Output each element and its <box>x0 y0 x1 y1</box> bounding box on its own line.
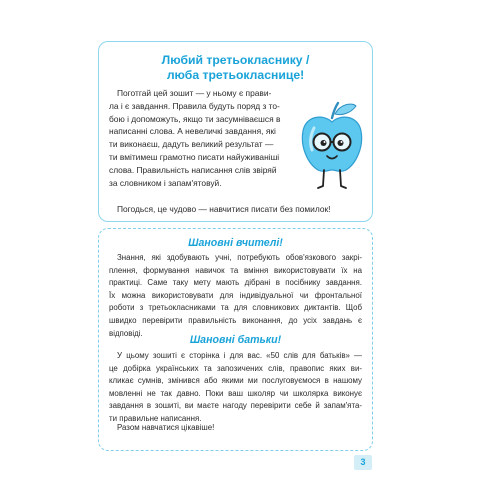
intro-closing: Погодься, це чудово — навчитися писати без помилок! <box>117 204 331 214</box>
teachers-line: швидко перевірити правильність виконання, до усіх завдань є <box>109 315 362 325</box>
teachers-line: Знання, які здобувають учні, потребують обов'язкового закрі- <box>117 253 362 262</box>
parents-line: кликає сумнів, змінився або якими ми послуговуємося в нашому <box>109 376 362 386</box>
parents-line: У цьому зошиті є сторінка і для вас. «50 слів для батьків» — <box>117 351 362 360</box>
parents-line: це добірка українських та запозичених слів, правопис яких ви- <box>109 363 362 373</box>
parents-heading: Шановні батьки! <box>189 334 282 346</box>
intro-line: ти виконаєш, дадуть великий результат — <box>109 139 274 150</box>
teachers-line: Їх можна використовувати для індивідуальної чи фронтальної <box>109 290 362 300</box>
parents-text <box>109 350 362 426</box>
intro-line: бою і допоможуть, якщо ти засумніваєшся в <box>109 113 281 124</box>
intro-title-line-2: люба третьокласнице! <box>166 68 305 82</box>
teachers-line: роботи з третьокласниками та для словникових диктантів. Щоб <box>109 303 362 313</box>
intro-line: написанні слова. А невеличкі завдання, які <box>109 126 276 137</box>
parents-line: завдання в зошиті, ви маєте нагоду перевірити себе й запам'ята- <box>109 401 362 411</box>
intro-card <box>98 41 373 222</box>
teachers-line: відповіді. <box>109 328 143 338</box>
intro-line: ти вмітимеш грамотно писати найуживаніші <box>109 151 280 162</box>
parents-line: ти правильне написання. <box>109 413 202 423</box>
intro-title <box>99 53 372 83</box>
intro-text <box>109 87 294 189</box>
apple-mascot-icon <box>296 98 368 198</box>
page-number: 3 <box>354 455 372 470</box>
intro-line: ла і є завдання. Правила будуть поряд з то- <box>109 100 280 111</box>
teachers-heading: Шановні вчителі! <box>188 237 283 249</box>
together-line: Разом навчатися цікавіше! <box>117 423 215 432</box>
intro-line: слова. Правильність написання слів звіряй <box>109 164 277 175</box>
teachers-text <box>109 252 362 340</box>
intro-title-line-1: Любий третьокласнику / <box>161 53 310 67</box>
info-card <box>98 228 373 451</box>
teachers-line: практиці. Саме таку мету мають дібрані в посібнику завдання. <box>109 278 362 288</box>
teachers-line: плення, формування навичок та вміння використовувати їх на <box>109 265 362 275</box>
intro-line: за словником і запам'ятовуй. <box>109 177 222 188</box>
intro-line: Поготгай цей зошит — у ньому є прави- <box>117 88 272 98</box>
parents-line: мовленні не так давно. Поки ваш школяр чи школярка виконує <box>109 388 362 398</box>
